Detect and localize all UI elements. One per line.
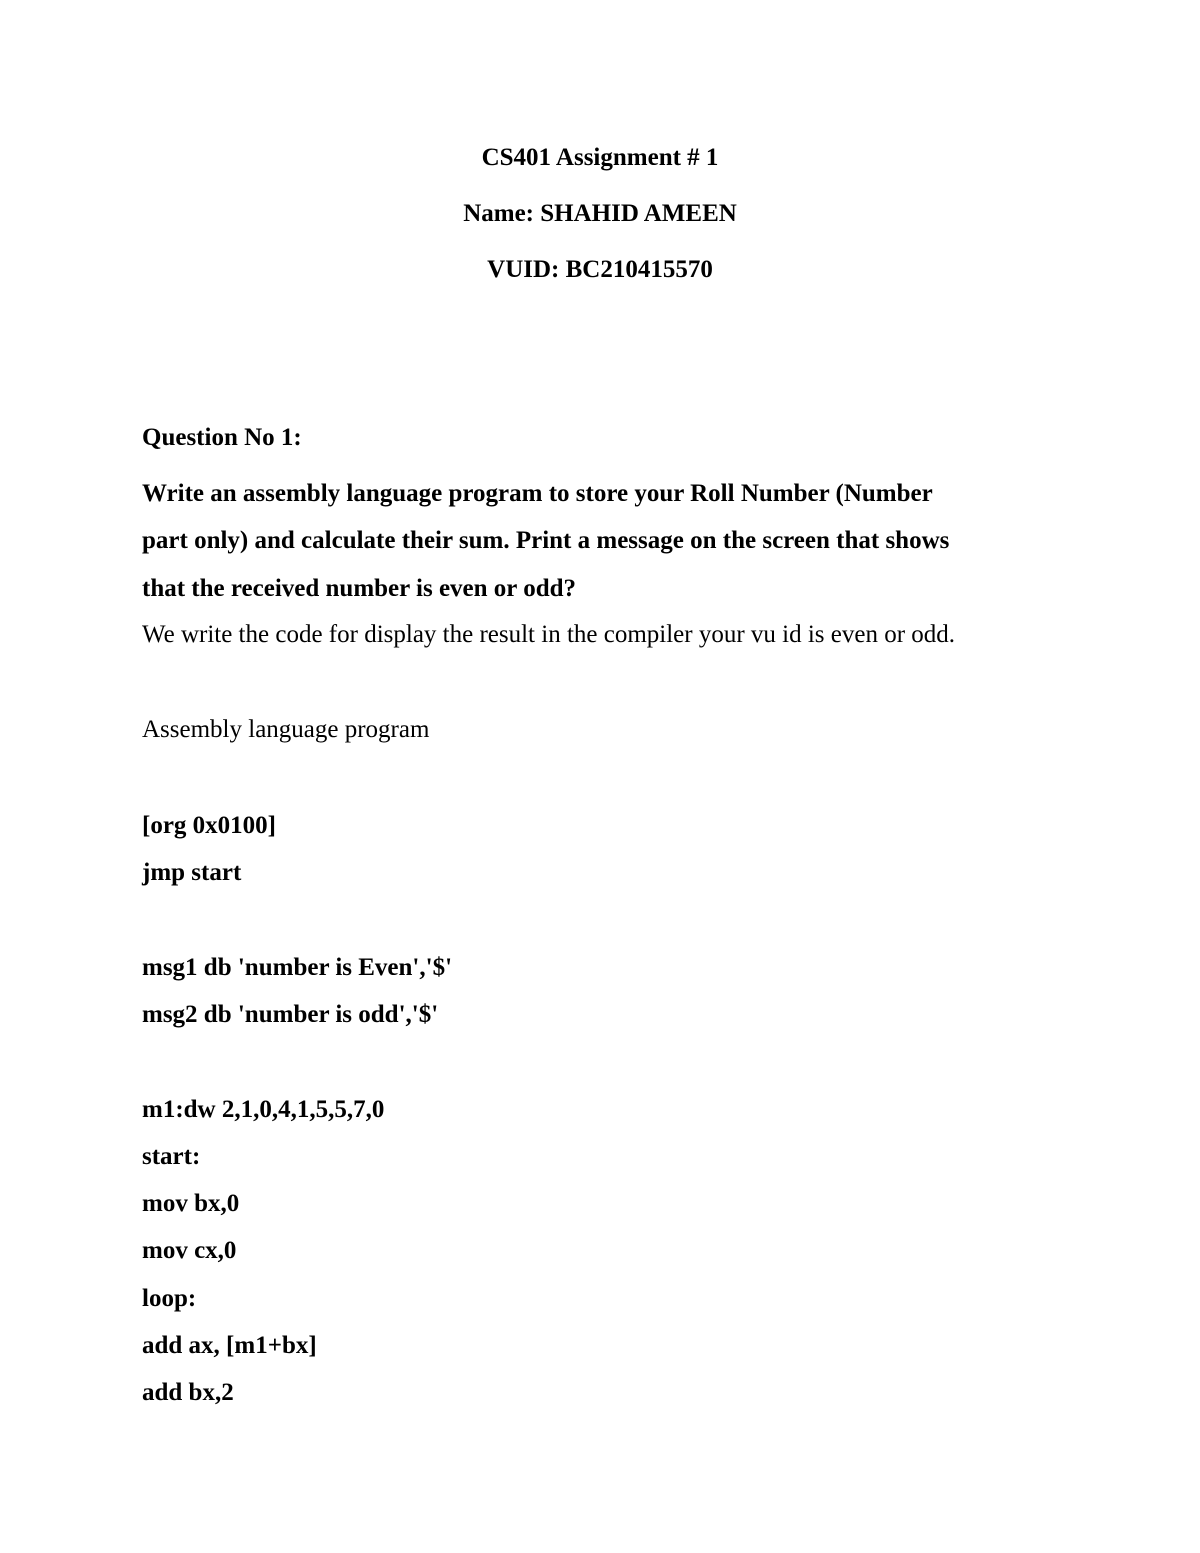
question-text-line-2: part only) and calculate their sum. Print a message on the screen that shows <box>142 527 950 554</box>
code-line: jmp start <box>142 859 242 886</box>
program-label: Assembly language program <box>142 716 430 743</box>
code-line: msg2 db 'number is odd','$' <box>142 1001 439 1028</box>
question-text-line-3: that the received number is even or odd? <box>142 575 577 602</box>
code-line: start: <box>142 1143 201 1170</box>
answer-note: We write the code for display the result in the compiler your vu id is even or odd. <box>142 621 956 648</box>
code-line: mov bx,0 <box>142 1190 240 1217</box>
code-line: msg1 db 'number is Even','$' <box>142 954 453 981</box>
code-line: mov cx,0 <box>142 1237 237 1264</box>
code-line: [org 0x0100] <box>142 812 276 839</box>
question-text-line-1: Write an assembly language program to store your Roll Number (Number <box>142 480 933 507</box>
student-name: Name: SHAHID AMEEN <box>463 200 737 227</box>
code-line: loop: <box>142 1285 197 1312</box>
code-line: m1:dw 2,1,0,4,1,5,5,7,0 <box>142 1096 385 1123</box>
question-heading: Question No 1: <box>142 424 302 451</box>
code-line: add ax, [m1+bx] <box>142 1332 317 1359</box>
assignment-title: CS401 Assignment # 1 <box>481 144 719 171</box>
code-line: add bx,2 <box>142 1379 234 1406</box>
student-vuid: VUID: BC210415570 <box>487 256 713 283</box>
